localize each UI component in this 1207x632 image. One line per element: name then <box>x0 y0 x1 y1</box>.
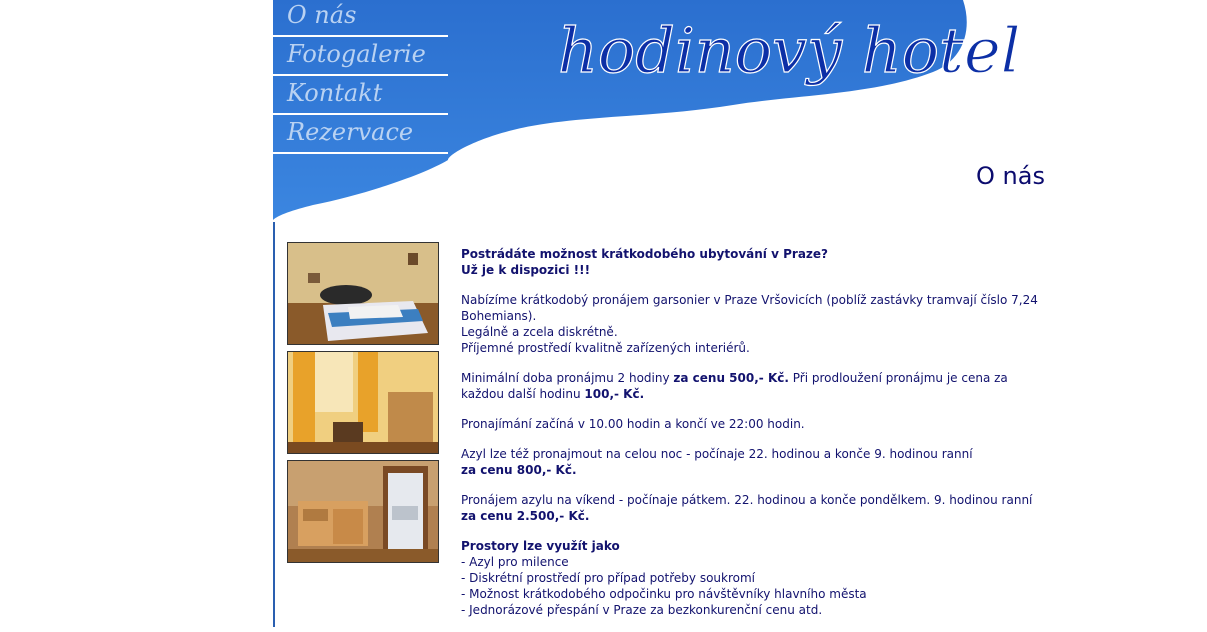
photo-bedroom[interactable] <box>287 242 439 345</box>
weekend-text: Pronájem azylu na víkend - počínaje pátkem. 22. hodinou a konče pondělkem. 9. hodinou ranní <box>461 493 1033 507</box>
main-nav <box>273 0 448 154</box>
min-rental: Minimální doba pronájmu 2 hodiny <box>461 371 674 385</box>
offer-text: Nabízíme krátkodobý pronájem garsonier v Praze Vršovicích (poblíž zastávky tramvají číslo 7,24 Bohemians). <box>461 293 1038 323</box>
list-item: - Jednorázové přespání v Praze za bezkonkurenční cenu atd. <box>461 603 823 617</box>
night-text: Azyl lze též pronajmout na celou noc - počínaje 22. hodinou a konče 9. hodinou ranní <box>461 447 973 461</box>
offer-interior: Příjemné prostředí kvalitně zařízených interiérů. <box>461 341 750 355</box>
list-item: - Diskrétní prostředí pro případ potřeby soukromí <box>461 571 755 585</box>
price-extra-hour: 100,- Kč. <box>584 387 645 401</box>
content-divider <box>273 222 275 627</box>
nav-item-rezervace[interactable]: Rezervace <box>273 115 448 154</box>
price-night: za cenu 800,- Kč. <box>461 463 577 477</box>
offer-legal: Legálně a zcela diskrétně. <box>461 325 618 339</box>
nav-item-o-nas[interactable]: O nás <box>273 0 448 37</box>
photo-kitchen[interactable] <box>287 460 439 563</box>
pricing-paragraph <box>461 370 1041 402</box>
list-item: - Azyl pro milence <box>461 555 569 569</box>
price-base: za cenu 500,- Kč. <box>673 371 789 385</box>
photo-living-room[interactable] <box>287 351 439 454</box>
headline-question: Postrádáte možnost krátkodobého ubytování v Praze? <box>461 247 828 261</box>
headline-available: Už je k dispozici !!! <box>461 263 591 277</box>
site-logo: hodinový hotel <box>558 14 1021 87</box>
about-content <box>461 246 1041 632</box>
nav-item-fotogalerie[interactable]: Fotogalerie <box>273 37 448 76</box>
page-title: O nás <box>976 162 1045 190</box>
list-item: - Možnost krátkodobého odpočinku pro návštěvníky hlavního města <box>461 587 867 601</box>
nav-item-kontakt[interactable]: Kontakt <box>273 76 448 115</box>
hours-text: Pronajímání začíná v 10.00 hodin a končí ve 22:00 hodin. <box>461 417 805 431</box>
price-weekend: za cenu 2.500,- Kč. <box>461 509 590 523</box>
extension-text: Při prodloužení pronájmu je cena za každou další hodinu <box>461 371 1008 401</box>
uses-title: Prostory lze využít jako <box>461 539 620 553</box>
